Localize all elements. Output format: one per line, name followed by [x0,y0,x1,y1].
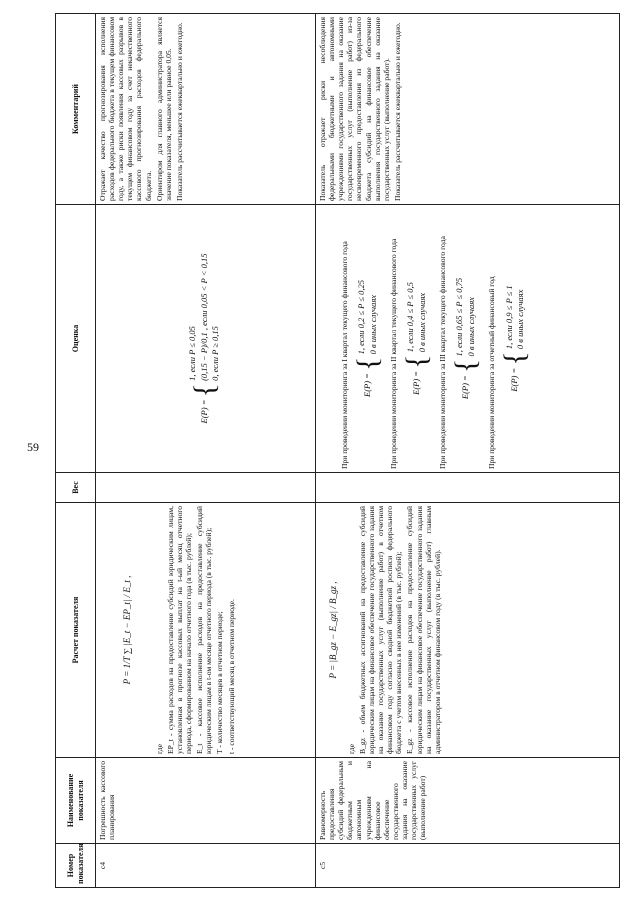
estimate-cases [454,278,478,357]
estimate-case: 0 в иных случаях [466,297,477,357]
row-estimate [96,205,316,473]
row-num: с4 [96,844,316,888]
row-calc [316,503,620,758]
row-weight [96,473,316,503]
estimate-lhs: E(P) = [411,370,422,395]
estimate-title: При проведении мониторинга за отчетный финансовый год [487,276,497,469]
calc-definition: T - количество месяцев в отчетном периоде; [215,611,225,754]
row-estimate [316,205,620,473]
header-weight: Вес [56,473,96,503]
calc-formula: P = 1/T ∑ |E_t − EP_t| / E_t , [122,575,132,685]
comment-paragraph: Показатель отражает риски несоблюдения федеральными бюджетными и автономными учреждениями государственного задания на оказание государственных услуг (выполнение работ) из-за несвоевременного предоставления из федерального бюджета субсидий на финансовое обеспечение выполнения государственного задания на оказание государственных услуг (выполнение работ). [318,17,391,201]
estimate-title: При проведении мониторинга за I квартал текущего финансового года [340,241,349,469]
table-row [96,14,316,888]
estimate-lhs: E(P) = [460,375,471,400]
estimate-title: При проведении мониторинга за II квартал текущего финансового года [389,238,399,469]
estimate-formula [353,208,383,469]
estimate-cases [504,285,528,349]
estimate-case: 1, если 0,4 ≤ P ≤ 0,5 [405,282,416,353]
header-calc: Расчет показателя [56,503,96,758]
estimate-case: 1, если 0,65 ≤ P ≤ 0,75 [454,277,465,357]
estimate-case: 0 в иных случаях [417,292,428,353]
estimate-case: 0, если P ≥ 0,15 [210,326,221,381]
estimate-formula [402,208,432,469]
estimate-case: 0 в иных случаях [368,294,379,355]
row-num: с5 [316,844,620,888]
estimate-case: 1, если P ≤ 0,05 [186,326,197,381]
estimate-case: 1, если 0,2 ≤ P ≤ 0,25 [356,280,367,355]
calc-definition: E_t - кассовое исполнение расходов на предоставление субсидий юридическим лицам в t-ом месяце отчетного периода (в тыс. рублей); [195,506,214,754]
estimate-case: 1, если 0,9 ≤ P ≤ 1 [503,285,514,350]
estimate-cases [405,282,429,352]
row-weight [316,473,620,503]
comment-paragraph: Показатель рассчитывается ежеквартально и ежегодно. [392,22,402,201]
row-name: Погрешность кассового планирования [96,758,316,844]
header-comment: Комментарий [56,14,96,205]
row-comment [96,14,316,205]
brace-glyph: { [400,354,434,369]
calc-definition: EP_t - сумма расходов на предоставление субсидий юридическим лицам, установленная в прогнозе кассовых выплат на t-ый месяц отчетного периода, сформированном на начало отчетного года (в тыс. рублей); [165,506,194,754]
estimate-case: 0 в иных случаях [515,289,526,350]
table-header-row [56,14,96,888]
comment-paragraph: Ориентиром для главного администратора является значение показателя, меньшее или равное 0,05. [154,17,173,201]
estimate-title: При проведении мониторинга за III квартал текущего финансового года [438,236,448,469]
calc-definition: E_gz - кассовое исполнение расходов на предоставление субсидий юридическим лицам на финансовое обеспечение государственного задания на оказание государственных услуг (выполнение работ) главным администратором в отчетном финансовом году (в тыс. рублей). [405,506,442,754]
calc-definition: B_gz - объем бюджетных ассигнований на предоставление субсидий юридическим лицам на финансовое обеспечение государственного задания на оказание государственных услуг (выполнение работ) в отчетном финансовом году согласно сводной бюджетной росписи федерального бюджета с учетом внесенных в нее изменений (в тыс. рублей); [357,506,404,754]
estimate-formula [500,208,530,469]
indicators-table [55,13,620,888]
estimate-case: (0,15 − P)/0,1 , если 0,05 < P < 0,15 [198,253,209,381]
table-row [316,14,620,888]
rotated-table-container [55,14,620,888]
calc-definition: t - соответствующий месяц в отчетном периоде. [226,599,236,754]
estimate-formula [451,208,481,469]
row-name: Равномерность предоставления субсидий федеральным бюджетным и автономным учреждениям на финансовое обеспечение государственного задания на оказание государственных услуг (выполнение работ) [316,758,620,844]
spacer [318,208,340,469]
calc-where: где [154,744,164,754]
brace-glyph: { [351,356,385,371]
estimate-cases [356,280,380,354]
row-comment [316,14,620,205]
comment-paragraph: Отражает качество прогнозирования исполнения расходов федерального бюджета в текущем финансовом году, а также риски появления кассовых разрывов в текущем финансовом году за счет некачественного кассового прогнозирования расходов федерального бюджета. [98,17,153,201]
brace-glyph: { [449,358,483,374]
header-estimate: Оценка [56,205,96,473]
estimate-lhs: E(P) = [362,373,373,397]
brace-glyph: { [498,351,532,366]
estimate-formula [187,208,223,469]
estimate-lhs: E(P) = [509,367,520,392]
comment-paragraph: Показатель рассчитывается ежеквартально и ежегодно. [174,22,184,201]
page-number: 59 [27,440,39,454]
brace-glyph: { [187,383,221,398]
calc-where: где [346,744,356,754]
calc-formula: P = |B_gz − E_gz| / B_gz , [328,581,338,679]
header-name: Наименование показателя [56,758,96,844]
estimate-cases [187,254,223,381]
estimate-lhs: E(P) = [198,399,209,424]
row-calc [96,503,316,758]
header-num: Номер показателя [56,844,96,888]
